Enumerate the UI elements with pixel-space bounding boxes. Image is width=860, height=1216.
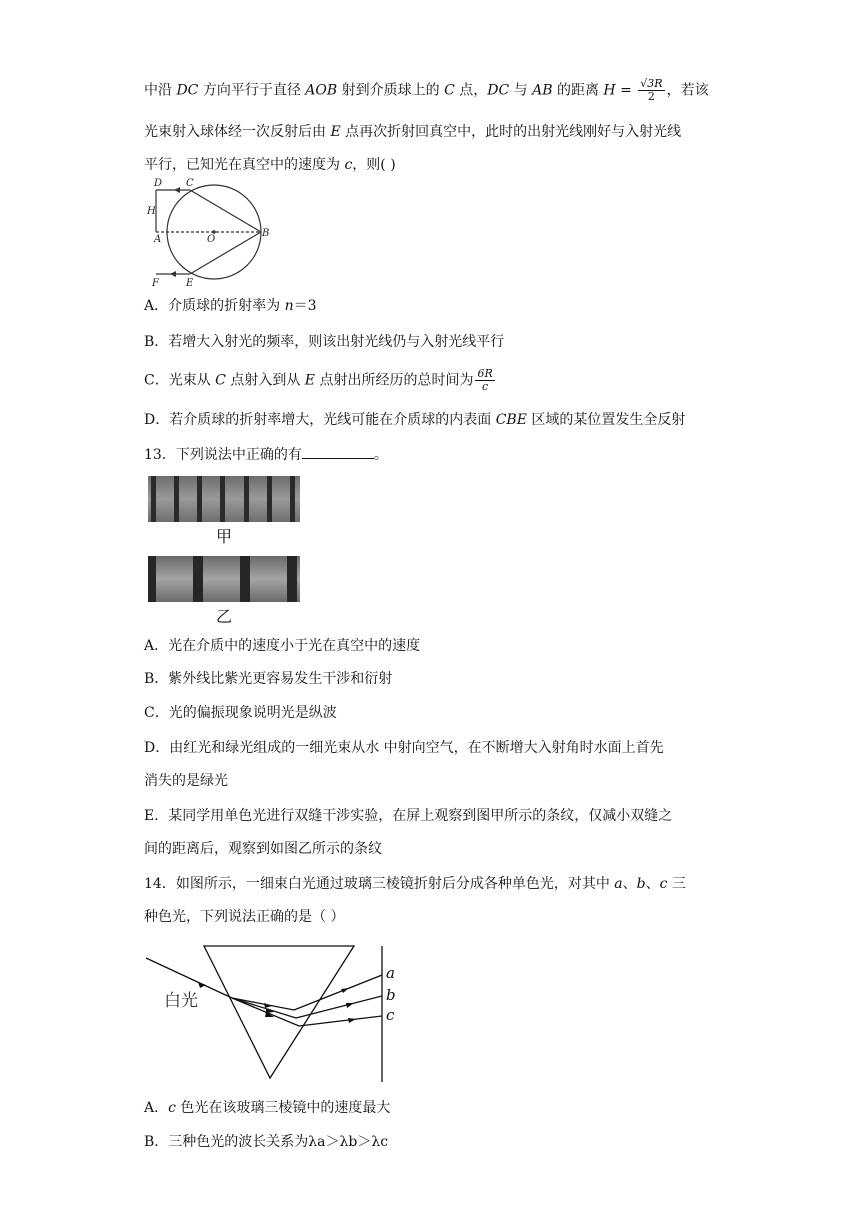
- q12-stem-line-3: [144, 155, 396, 175]
- q13-option-d-line-1: D．由红光和绿光组成的一细光束从水 中射向空气，在不断增大入射角时水面上首先: [144, 740, 664, 756]
- label-a: A: [154, 234, 162, 245]
- text: 中沿: [144, 82, 177, 99]
- answer-blank: [302, 444, 374, 459]
- prism: [204, 946, 354, 1078]
- text: ＝3: [293, 298, 317, 314]
- label-a: a: [386, 964, 395, 982]
- arrow-icon: [198, 982, 206, 988]
- arrow-icon: [170, 271, 176, 277]
- q13-option-b: B．紫外线比紫光更容易发生干涉和衍射: [144, 671, 393, 687]
- text: C: [215, 372, 226, 389]
- q12-option-d: [144, 410, 685, 430]
- text: b: [636, 876, 646, 892]
- text: a: [614, 876, 623, 892]
- time-fraction: [475, 368, 494, 393]
- text: 14．如图所示，一细束白光通过玻璃三棱镜折射后分成各种单色光，对其中: [144, 876, 615, 892]
- text: 三: [667, 876, 686, 892]
- text: c: [659, 876, 668, 892]
- text: ，则( ): [352, 157, 396, 173]
- text: CBE: [495, 412, 527, 428]
- text: ，若该: [666, 82, 709, 99]
- fringe-pattern-yi: [148, 556, 300, 602]
- text: 点射入到从: [225, 372, 305, 389]
- label-b: B: [262, 228, 270, 239]
- label-b: b: [386, 986, 396, 1004]
- text: 平行，已知光在真空中的速度为: [144, 157, 345, 173]
- reflected-ray-be: [190, 232, 261, 274]
- q14-stem-line-1: [144, 874, 686, 894]
- q12-sphere-diagram: [144, 176, 270, 290]
- text: C: [444, 82, 455, 99]
- text: 射到介质球上的: [337, 82, 445, 99]
- label-white-light: 白光: [164, 991, 198, 1011]
- label-e: E: [186, 278, 194, 289]
- label-c: c: [386, 1006, 395, 1024]
- caption-yi: 乙: [216, 607, 233, 626]
- text: 、: [622, 876, 637, 892]
- text: AB: [532, 82, 553, 99]
- q14-prism-diagram: [144, 940, 404, 1085]
- label-c: C: [186, 178, 194, 189]
- arrow-icon: [174, 187, 180, 193]
- formula-numerator: √3R: [640, 77, 663, 90]
- label-d: D: [154, 178, 163, 189]
- text: 。: [373, 447, 388, 463]
- text: E: [330, 124, 341, 140]
- text: 与: [509, 82, 533, 99]
- text: 光束射入球体经一次反射后由: [144, 124, 331, 140]
- text: c: [168, 1100, 176, 1116]
- emergent-ray-a: [294, 975, 382, 1010]
- text: 方向平行于直径: [198, 82, 306, 99]
- fraction-numerator: 6R: [477, 367, 493, 380]
- emergent-ray-c: [299, 1016, 382, 1026]
- q12-option-a: [144, 296, 317, 316]
- text: C．光束从: [144, 372, 216, 389]
- formula-fraction: [638, 78, 664, 103]
- q13-option-e-line-1: E．某同学用单色光进行双缝干涉实验，在屏上观察到图甲所示的条纹，仅减小双缝之: [144, 808, 673, 824]
- q14-option-a: [144, 1098, 390, 1118]
- formula-denominator: 2: [647, 90, 655, 103]
- q14-option-b: B．三种色光的波长关系为λa＞λb＞λc: [144, 1134, 389, 1150]
- text: A．: [144, 1100, 169, 1116]
- text: 的距离: [552, 82, 604, 99]
- q13-option-e-line-2: 间的距离后，观察到如图乙所示的条纹: [144, 841, 382, 857]
- text: 区域的某位置发生全反射: [526, 412, 686, 428]
- q13-option-d-line-2: 消失的是绿光: [144, 773, 228, 789]
- q12-stem-line-1: 中沿 DC 方向平行于直径 AOB 射到介质球上的 C 点，DC 与 AB 的距离 H = $\frac{√3R}{2}$ ，若该: [144, 77, 709, 103]
- q12-option-c: [144, 368, 497, 393]
- text: 点射出所经历的总时间为: [315, 372, 474, 389]
- label-h: H: [147, 206, 156, 217]
- text: DC: [487, 82, 510, 99]
- formula-lhs: H: [603, 82, 616, 99]
- text: n: [284, 298, 294, 314]
- text: 点，: [454, 82, 488, 99]
- q13-option-a: A．光在介质中的速度小于光在真空中的速度: [144, 638, 421, 654]
- text: E: [304, 372, 316, 389]
- emergent-ray-b: [296, 996, 382, 1018]
- caption-jia: 甲: [216, 527, 233, 546]
- text: D．若介质球的折射率增大，光线可能在介质球的内表面: [144, 412, 496, 428]
- arrow-icon: [341, 988, 349, 993]
- q13-option-c: C．光的偏振现象说明光是纵波: [144, 705, 337, 721]
- text: DC: [176, 82, 199, 99]
- fraction-denominator: c: [482, 380, 489, 393]
- fringe-pattern-jia: [148, 476, 300, 522]
- label-f: F: [152, 278, 159, 289]
- q13-stem: [144, 444, 388, 465]
- q12-stem-line-2: [144, 122, 681, 142]
- text: 点再次折射回真空中，此时的出射光线刚好与入射光线: [340, 124, 682, 140]
- text: A．介质球的折射率为: [144, 298, 285, 314]
- label-o: O: [207, 234, 216, 245]
- text: 、: [645, 876, 660, 892]
- arrow-icon: [346, 1003, 354, 1008]
- refracted-ray-cb: [190, 190, 261, 232]
- text: 13．下列说法中正确的有: [144, 447, 302, 463]
- text: c: [344, 157, 353, 173]
- q14-stem-line-2: 种色光，下列说法正确的是（ ）: [144, 909, 345, 925]
- text: AOB: [305, 82, 338, 99]
- q12-option-b: B．若增大入射光的频率，则该出射光线仍与入射光线平行: [144, 334, 505, 350]
- text: 色光在该玻璃三棱镜中的速度最大: [175, 1100, 391, 1116]
